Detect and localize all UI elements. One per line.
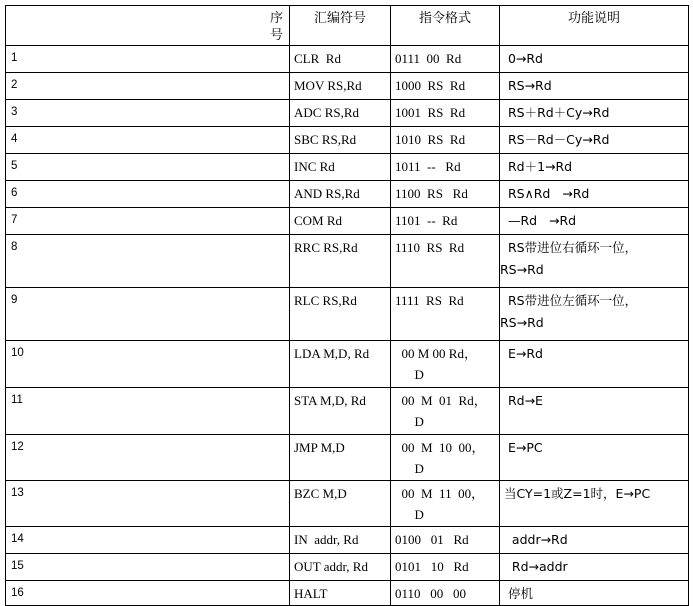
assembly-symbol xyxy=(290,481,391,527)
instruction-format-text-line2: D xyxy=(395,367,424,382)
row-number xyxy=(6,46,290,73)
assembly-symbol xyxy=(290,341,391,388)
table-row xyxy=(6,73,689,100)
assembly-symbol xyxy=(290,208,391,235)
row-number-text: 6 xyxy=(11,187,18,199)
table-row xyxy=(6,481,689,527)
table-row xyxy=(6,181,689,208)
row-number-text: 16 xyxy=(11,587,24,599)
instruction-format xyxy=(391,481,500,527)
row-number xyxy=(6,127,290,154)
assembly-symbol xyxy=(290,100,391,127)
assembly-symbol-text: RRC RS,Rd xyxy=(294,240,358,255)
instruction-format-text: 00 M 00 Rd， xyxy=(395,346,477,361)
instruction-format-text: 1100 RS Rd xyxy=(395,186,468,201)
instruction-format xyxy=(391,127,500,154)
function-description-text: RS∧Rd →Rd xyxy=(500,186,590,201)
function-description xyxy=(500,235,689,288)
instruction-format-text: 0110 00 00 xyxy=(395,586,467,601)
assembly-symbol-text: STA M,D, Rd xyxy=(294,393,366,408)
function-description-text: RS＋Rd＋Cy→Rd xyxy=(500,105,610,120)
row-number-text: 12 xyxy=(11,441,24,453)
table-row xyxy=(6,435,689,481)
function-description xyxy=(500,341,689,388)
function-description xyxy=(500,100,689,127)
instruction-format-text: 1110 RS Rd xyxy=(395,240,465,255)
assembly-symbol-text: MOV RS,Rd xyxy=(294,78,362,93)
assembly-symbol xyxy=(290,235,391,288)
function-description-text: Rd→E xyxy=(500,393,543,408)
row-number-text: 8 xyxy=(11,241,18,253)
assembly-symbol-text: HALT xyxy=(294,586,328,601)
function-description-text: E→PC xyxy=(500,440,543,455)
header-format: 指令格式 xyxy=(391,6,500,46)
table-row xyxy=(6,46,689,73)
function-description-text: E→Rd xyxy=(500,346,543,361)
instruction-format xyxy=(391,235,500,288)
instruction-format-text: 0101 10 Rd xyxy=(395,559,469,574)
instruction-format xyxy=(391,388,500,435)
function-description xyxy=(500,288,689,341)
instruction-table xyxy=(5,5,689,606)
instruction-format-text: 1101 -- Rd xyxy=(395,213,458,228)
instruction-format-text-line2: D xyxy=(395,414,424,429)
assembly-symbol xyxy=(290,181,391,208)
assembly-symbol xyxy=(290,154,391,181)
table-row xyxy=(6,527,689,554)
row-number xyxy=(6,154,290,181)
row-number-text: 5 xyxy=(11,160,18,172)
instruction-format xyxy=(391,554,500,581)
assembly-symbol-text: JMP M,D xyxy=(294,440,345,455)
header-function: 功能说明 xyxy=(500,6,689,46)
function-description xyxy=(500,181,689,208)
function-description xyxy=(500,581,689,606)
assembly-symbol xyxy=(290,388,391,435)
function-description-text: 当CY=1或Z=1时，E→PC xyxy=(500,486,651,501)
table-row xyxy=(6,388,689,435)
function-description xyxy=(500,554,689,581)
instruction-format-text: 1010 RS Rd xyxy=(395,132,466,147)
function-description-text: RS→Rd xyxy=(500,78,552,93)
assembly-symbol xyxy=(290,435,391,481)
row-number xyxy=(6,235,290,288)
instruction-format-text: 0100 01 Rd xyxy=(395,532,469,547)
function-description xyxy=(500,154,689,181)
row-number xyxy=(6,435,290,481)
header-seq xyxy=(6,6,290,46)
assembly-symbol xyxy=(290,46,391,73)
row-number xyxy=(6,581,290,606)
function-description-text: 0→Rd xyxy=(500,51,543,66)
instruction-format xyxy=(391,181,500,208)
row-number-text: 9 xyxy=(11,294,18,306)
function-description-text: —Rd →Rd xyxy=(500,213,577,228)
assembly-symbol xyxy=(290,73,391,100)
header-seq-line2: 号 xyxy=(269,28,283,43)
row-number xyxy=(6,554,290,581)
row-number xyxy=(6,527,290,554)
function-description xyxy=(500,481,689,527)
instruction-format-text: 00 M 10 00， xyxy=(395,440,485,455)
row-number-text: 10 xyxy=(11,347,24,359)
header-row xyxy=(6,6,689,46)
assembly-symbol xyxy=(290,288,391,341)
function-description xyxy=(500,127,689,154)
table-row xyxy=(6,154,689,181)
row-number-text: 7 xyxy=(11,214,18,226)
row-number xyxy=(6,181,290,208)
instruction-format xyxy=(391,154,500,181)
function-description-text: 停机 xyxy=(500,586,533,601)
table-row xyxy=(6,288,689,341)
function-description-text: RS带进位右循环一位， xyxy=(500,240,638,255)
assembly-symbol-text: COM Rd xyxy=(294,213,343,228)
assembly-symbol xyxy=(290,554,391,581)
function-description xyxy=(500,208,689,235)
instruction-format-text-line2: D xyxy=(395,461,424,476)
table-row xyxy=(6,100,689,127)
instruction-format-text: 1000 RS Rd xyxy=(395,78,466,93)
instruction-format xyxy=(391,100,500,127)
function-description-text: RS带进位左循环一位， xyxy=(500,293,638,308)
instruction-format-text: 1001 RS Rd xyxy=(395,105,466,120)
instruction-format xyxy=(391,341,500,388)
row-number-text: 15 xyxy=(11,560,24,572)
instruction-format-text-line2: D xyxy=(395,507,424,522)
assembly-symbol-text: BZC M,D xyxy=(294,486,347,501)
function-description-text: RS－Rd－Cy→Rd xyxy=(500,132,610,147)
function-description-text: addr→Rd xyxy=(500,532,568,547)
assembly-symbol-text: IN addr, Rd xyxy=(294,532,359,547)
row-number-text: 14 xyxy=(11,533,24,545)
function-description xyxy=(500,73,689,100)
instruction-format xyxy=(391,581,500,606)
instruction-format xyxy=(391,288,500,341)
function-description-text-line2: RS→Rd xyxy=(500,315,544,330)
table-body xyxy=(6,46,689,606)
assembly-symbol xyxy=(290,581,391,606)
assembly-symbol-text: ADC RS,Rd xyxy=(294,105,360,120)
instruction-format xyxy=(391,527,500,554)
assembly-symbol-text: CLR Rd xyxy=(294,51,341,66)
table-row xyxy=(6,127,689,154)
instruction-format-text: 1111 RS Rd xyxy=(395,293,464,308)
instruction-format xyxy=(391,435,500,481)
table-row xyxy=(6,341,689,388)
row-number-text: 4 xyxy=(11,133,18,145)
assembly-symbol-text: OUT addr, Rd xyxy=(294,559,368,574)
function-description xyxy=(500,527,689,554)
assembly-symbol-text: INC Rd xyxy=(294,159,335,174)
header-seq-line1: 序 xyxy=(269,11,283,26)
row-number xyxy=(6,73,290,100)
row-number-text: 2 xyxy=(11,79,18,91)
assembly-symbol-text: LDA M,D, Rd xyxy=(294,346,370,361)
row-number xyxy=(6,288,290,341)
row-number-text: 1 xyxy=(11,52,18,64)
instruction-format xyxy=(391,73,500,100)
instruction-format xyxy=(391,46,500,73)
table-row xyxy=(6,554,689,581)
instruction-format-text: 00 M 11 00， xyxy=(395,486,485,501)
table-row xyxy=(6,208,689,235)
row-number-text: 3 xyxy=(11,106,18,118)
instruction-format-text: 00 M 01 Rd， xyxy=(395,393,487,408)
row-number xyxy=(6,341,290,388)
assembly-symbol-text: RLC RS,Rd xyxy=(294,293,357,308)
function-description xyxy=(500,388,689,435)
row-number-text: 11 xyxy=(11,394,23,406)
instruction-format-text: 1011 -- Rd xyxy=(395,159,461,174)
function-description-text-line2: RS→Rd xyxy=(500,262,544,277)
function-description-text: Rd→addr xyxy=(500,559,568,574)
assembly-symbol xyxy=(290,127,391,154)
table-row xyxy=(6,581,689,606)
function-description xyxy=(500,435,689,481)
row-number xyxy=(6,388,290,435)
assembly-symbol xyxy=(290,527,391,554)
function-description xyxy=(500,46,689,73)
function-description-text: Rd＋1→Rd xyxy=(500,159,573,174)
header-symbol: 汇编符号 xyxy=(290,6,391,46)
row-number xyxy=(6,100,290,127)
instruction-format xyxy=(391,208,500,235)
row-number xyxy=(6,481,290,527)
instruction-format-text: 0111 00 Rd xyxy=(395,51,462,66)
table-row xyxy=(6,235,689,288)
assembly-symbol-text: SBC RS,Rd xyxy=(294,132,357,147)
assembly-symbol-text: AND RS,Rd xyxy=(294,186,360,201)
row-number xyxy=(6,208,290,235)
row-number-text: 13 xyxy=(11,487,24,499)
